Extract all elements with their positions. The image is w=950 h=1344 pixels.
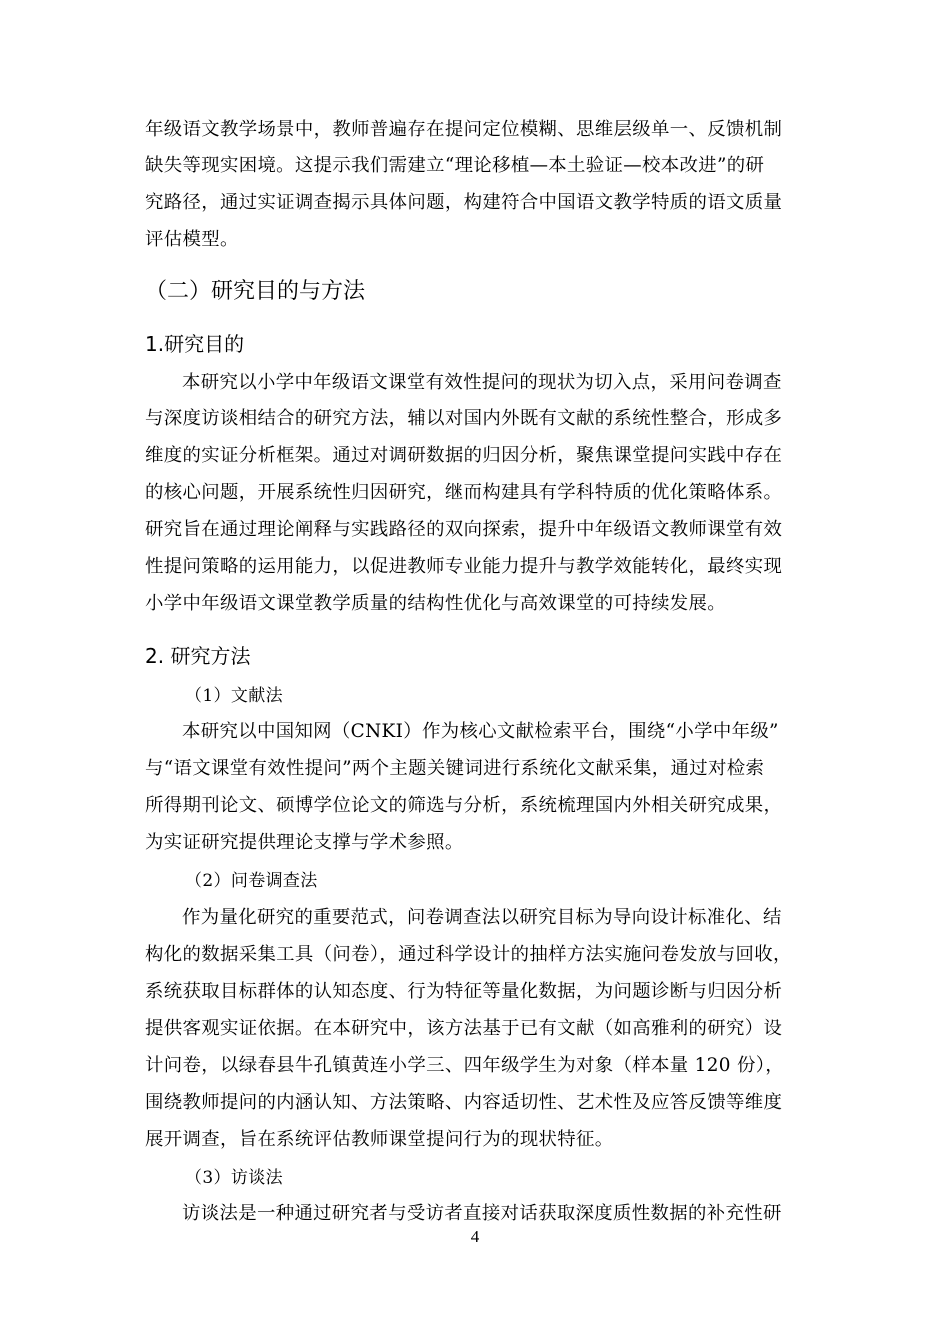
method-heading-interview: （3）访谈法 [185,1168,283,1188]
paragraph-line: 本研究以中国知网（CNKI）作为核心文献检索平台，围绕“小学中年级” [182,721,779,742]
subsection-heading-purpose: 1.研究目的 [145,332,245,356]
method-heading-literature: （1）文献法 [185,686,283,706]
paragraph-line: 作为量化研究的重要范式，问卷调查法以研究目标为导向设计标准化、结 [182,907,782,928]
paragraph-line: 围绕教师提问的内涵认知、方法策略、内容适切性、艺术性及应答反馈等维度 [145,1092,783,1113]
paragraph-line: 性提问策略的运用能力，以促进教师专业能力提升与教学效能转化，最终实现 [145,556,783,577]
paragraph-line: 计问卷，以绿春县牛孔镇黄连小学三、四年级学生为对象（样本量 120 份）， [145,1055,785,1076]
paragraph-line: 的核心问题，开展系统性归因研究，继而构建具有学科特质的优化策略体系。 [145,482,783,503]
paragraph-line: 提供客观实证依据。在本研究中，该方法基于已有文献（如高雅利的研究）设 [145,1018,783,1039]
paragraph-line: 构化的数据采集工具（问卷），通过科学设计的抽样方法实施问卷发放与回收， [145,944,792,965]
paragraph-line: 维度的实证分析框架。通过对调研数据的归因分析，聚焦课堂提问实践中存在 [145,445,783,466]
paragraph-line: 访谈法是一种通过研究者与受访者直接对话获取深度质性数据的补充性研 [182,1203,782,1224]
paragraph-line: 年级语文教学场景中，教师普遍存在提问定位模糊、思维层级单一、反馈机制 [145,119,783,140]
page-number: 4 [470,1227,480,1246]
paragraph-line: 研究旨在通过理论阐释与实践路径的双向探索，提升中年级语文教师课堂有效 [145,519,783,540]
paragraph-line: 与深度访谈相结合的研究方法，辅以对国内外既有文献的系统性整合，形成多 [145,408,783,429]
paragraph-line: 小学中年级语文课堂教学质量的结构性优化与高效课堂的可持续发展。 [145,593,726,614]
subsection-heading-methods: 2. 研究方法 [145,644,251,668]
paragraph-line: 评估模型。 [145,229,239,250]
section-heading: （二）研究目的与方法 [145,279,366,304]
paragraph-line: 缺失等现实困境。这提示我们需建立“理论移植—本土验证—校本改进”的研 [145,155,765,176]
paragraph-line: 究路径，通过实证调查揭示具体问题，构建符合中国语文教学特质的语文质量 [145,192,783,213]
paragraph-line: 所得期刊论文、硕博学位论文的筛选与分析，系统梳理国内外相关研究成果， [145,795,783,816]
paragraph-line: 展开调查，旨在系统评估教师课堂提问行为的现状特征。 [145,1129,614,1150]
paragraph-line: 系统获取目标群体的认知态度、行为特征等量化数据，为问题诊断与归因分析 [145,981,783,1002]
method-heading-questionnaire: （2）问卷调查法 [185,871,318,891]
paragraph-line: 与“语文课堂有效性提问”两个主题关键词进行系统化文献采集，通过对检索 [145,758,765,779]
paragraph-line: 为实证研究提供理论支撑与学术参照。 [145,832,464,853]
paragraph-line: 本研究以小学中年级语文课堂有效性提问的现状为切入点，采用问卷调查 [182,372,782,393]
